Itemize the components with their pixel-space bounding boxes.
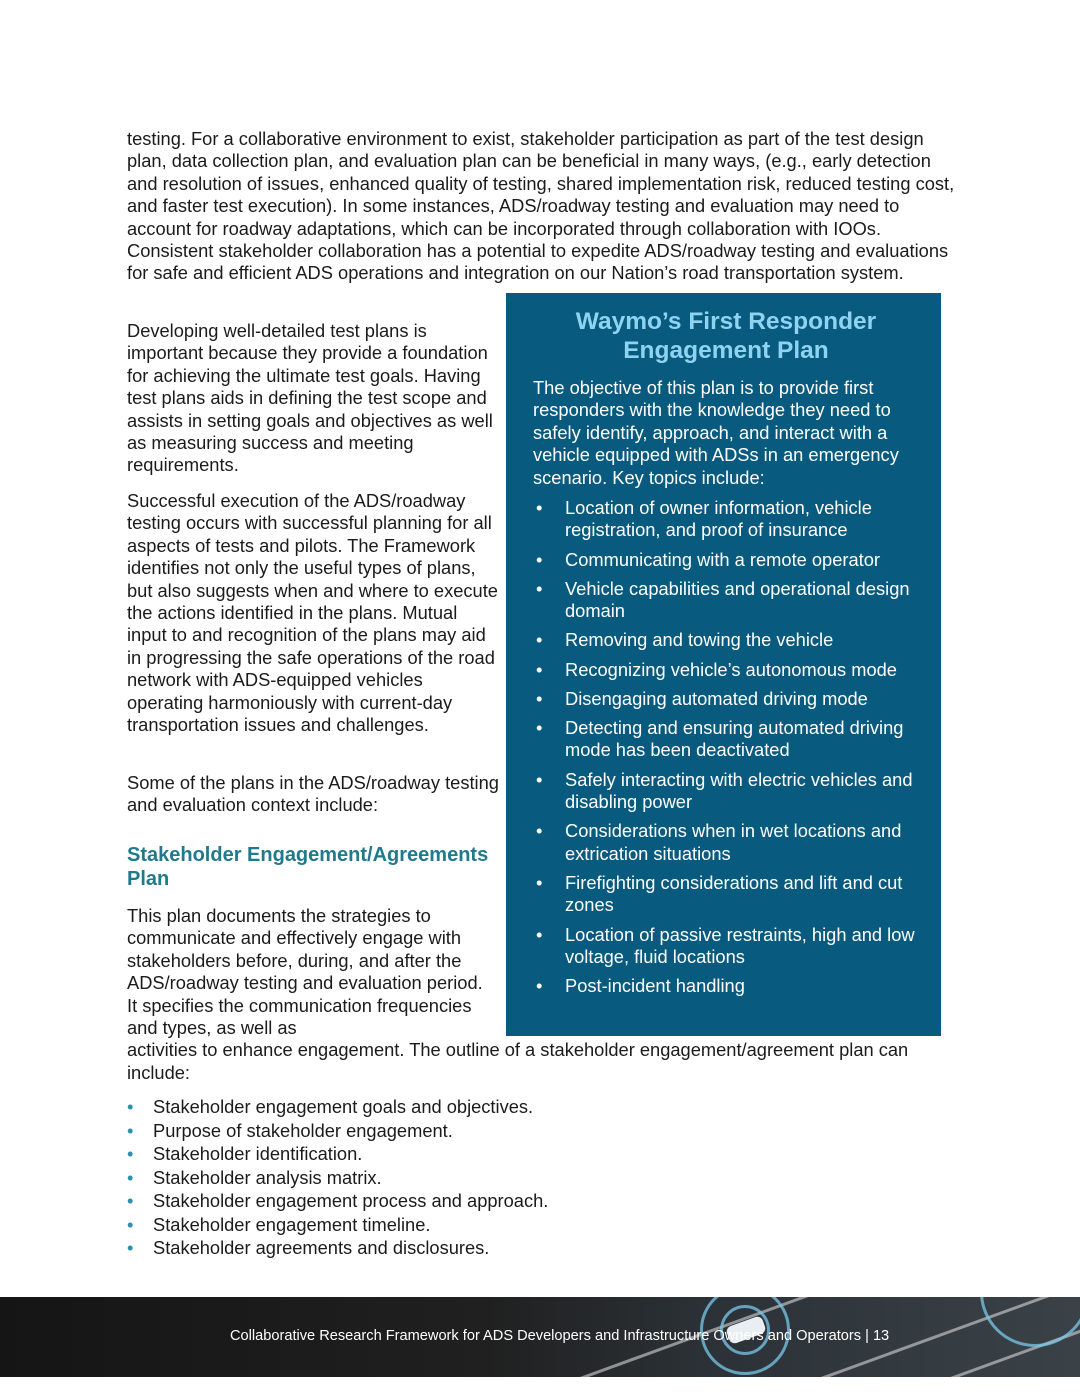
bullet-icon: • [536,820,543,842]
page-footer [0,1297,1080,1377]
waymo-callout-box [506,293,941,1036]
list-item-text: Stakeholder analysis matrix. [153,1166,382,1188]
list-item-text: Stakeholder engagement timeline. [153,1213,431,1235]
callout-item [533,578,919,623]
callout-title-line-1: Waymo’s First Responder [575,308,877,335]
callout-item [533,549,919,571]
callout-item [533,497,919,542]
sensor-ring-icon [980,1297,1080,1347]
section-paragraph-part-1: This plan documents the strategies to communicate and effectively engage with stakeholders before, during, and after the ADS/roadway testing and evaluation period. It specifies the communication frequencies and types, as well as [127,905,483,1039]
callout-item-text: Considerations when in wet locations and extrication situations [565,820,902,864]
callout-item [533,975,919,997]
list-item-text: Stakeholder identification. [153,1143,363,1164]
bullet-icon: • [127,1096,134,1117]
list-item [127,1119,727,1143]
bullet-icon: • [127,1237,134,1258]
callout-item [533,872,919,917]
list-item [127,1166,727,1190]
list-item [127,1189,727,1213]
list-item [127,1213,727,1237]
bullet-icon: • [536,577,543,599]
list-item [127,1142,727,1166]
bullet-icon: • [127,1143,134,1164]
callout-item-text: Post-incident handling [565,975,745,997]
successful-execution-paragraph: Successful execution of the ADS/roadway testing occurs with successful planning for all aspects of tests and pilots. The Framework identifies not only the useful types of plans, but also suggests when and where to execute the actions identified in the plans. Mutual input to and recognition of the plans may aid in progressing the safe operations of the road network with ADS-equipped vehicles operating harmoniously with current-day transportation issues and challenges. [127,490,498,736]
callout-item [533,924,919,969]
bullet-icon: • [127,1166,134,1188]
bullet-icon: • [536,871,543,893]
bullet-icon: • [536,497,543,519]
callout-item-text: Vehicle capabilities and operational design domain [565,577,910,622]
bullet-icon: • [127,1190,134,1211]
callout-item-text: Recognizing vehicle’s autonomous mode [565,658,897,680]
callout-item-text: Location of passive restraints, high and low voltage, fluid locations [565,923,915,967]
list-item-text: Stakeholder engagement goals and objectives. [153,1096,534,1117]
list-item-text: Purpose of stakeholder engagement. [153,1119,453,1141]
bullet-icon: • [536,975,543,997]
callout-item [533,659,919,681]
list-item [127,1236,727,1260]
callout-item [533,629,919,651]
plans-intro-paragraph: Some of the plans in the ADS/roadway testing and evaluation context include: [127,772,499,816]
callout-item [533,769,919,814]
footer-text: Collaborative Research Framework for ADS Developers and Infrastructure Owners and Operators | 13 [230,1328,890,1344]
test-plans-paragraph: Developing well-detailed test plans is important because they provide a foundation for achieving the ultimate test goals. Having test plans aids in defining the test scope and assists in setting goals and objectives as well as measuring success and meeting requirements. [127,320,493,476]
bullet-icon: • [536,768,543,790]
callout-item-text: Safely interacting with electric vehicles and disabling power [565,768,913,813]
callout-item-text: Communicating with a remote operator [565,548,880,570]
list-item [127,1095,727,1119]
bullet-icon: • [536,629,543,651]
callout-item-text: Location of owner information, vehicle registration, and proof of insurance [565,497,872,541]
callout-item [533,717,919,762]
callout-title-line-2: Engagement Plan [623,337,829,364]
list-item-text: Stakeholder engagement process and approach. [153,1190,549,1211]
bullet-icon: • [536,658,543,680]
bullet-icon: • [127,1213,134,1235]
callout-item-text: Firefighting considerations and lift and cut zones [565,871,903,916]
bullet-icon: • [536,687,543,709]
intro-paragraph: testing. For a collaborative environment to exist, stakeholder participation as part of the test design plan, data collection plan, and evaluation plan can be beneficial in many ways, (e.g., early detection and resolution of issues, enhanced quality of testing, shared implementation risk, reduced testing cost, and faster test execution). In some instances, ADS/roadway testing and evaluation may need to account for roadway adaptations, which can be incorporated through collaboration with IOOs. Consistent stakeholder collaboration has a potential to expedite ADS/roadway testing and evaluations for safe and efficient ADS operations and integration on our Nation’s road transportation system. [127,128,955,284]
plan-outline-list [127,1095,727,1260]
bullet-icon: • [536,548,543,570]
callout-item [533,688,919,710]
callout-item-text: Disengaging automated driving mode [565,687,868,709]
section-paragraph-part-2: activities to enhance engagement. The outline of a stakeholder engagement/agreement plan can include: [127,1039,909,1083]
section-heading: Stakeholder Engagement/Agreements Plan [127,844,489,890]
callout-item-text: Removing and towing the vehicle [565,629,834,651]
callout-topics-list [533,497,919,997]
callout-intro: The objective of this plan is to provide first responders with the knowledge they need to safely identify, approach, and interact with a vehicle equipped with ADSs in an emergency scenario. Key topics include: [533,377,899,488]
callout-item [533,820,919,865]
bullet-icon: • [536,717,543,739]
callout-title [533,307,919,365]
bullet-icon: • [536,923,543,945]
list-item-text: Stakeholder agreements and disclosures. [153,1237,490,1258]
bullet-icon: • [127,1119,134,1141]
callout-item-text: Detecting and ensuring automated driving mode has been deactivated [565,717,904,761]
